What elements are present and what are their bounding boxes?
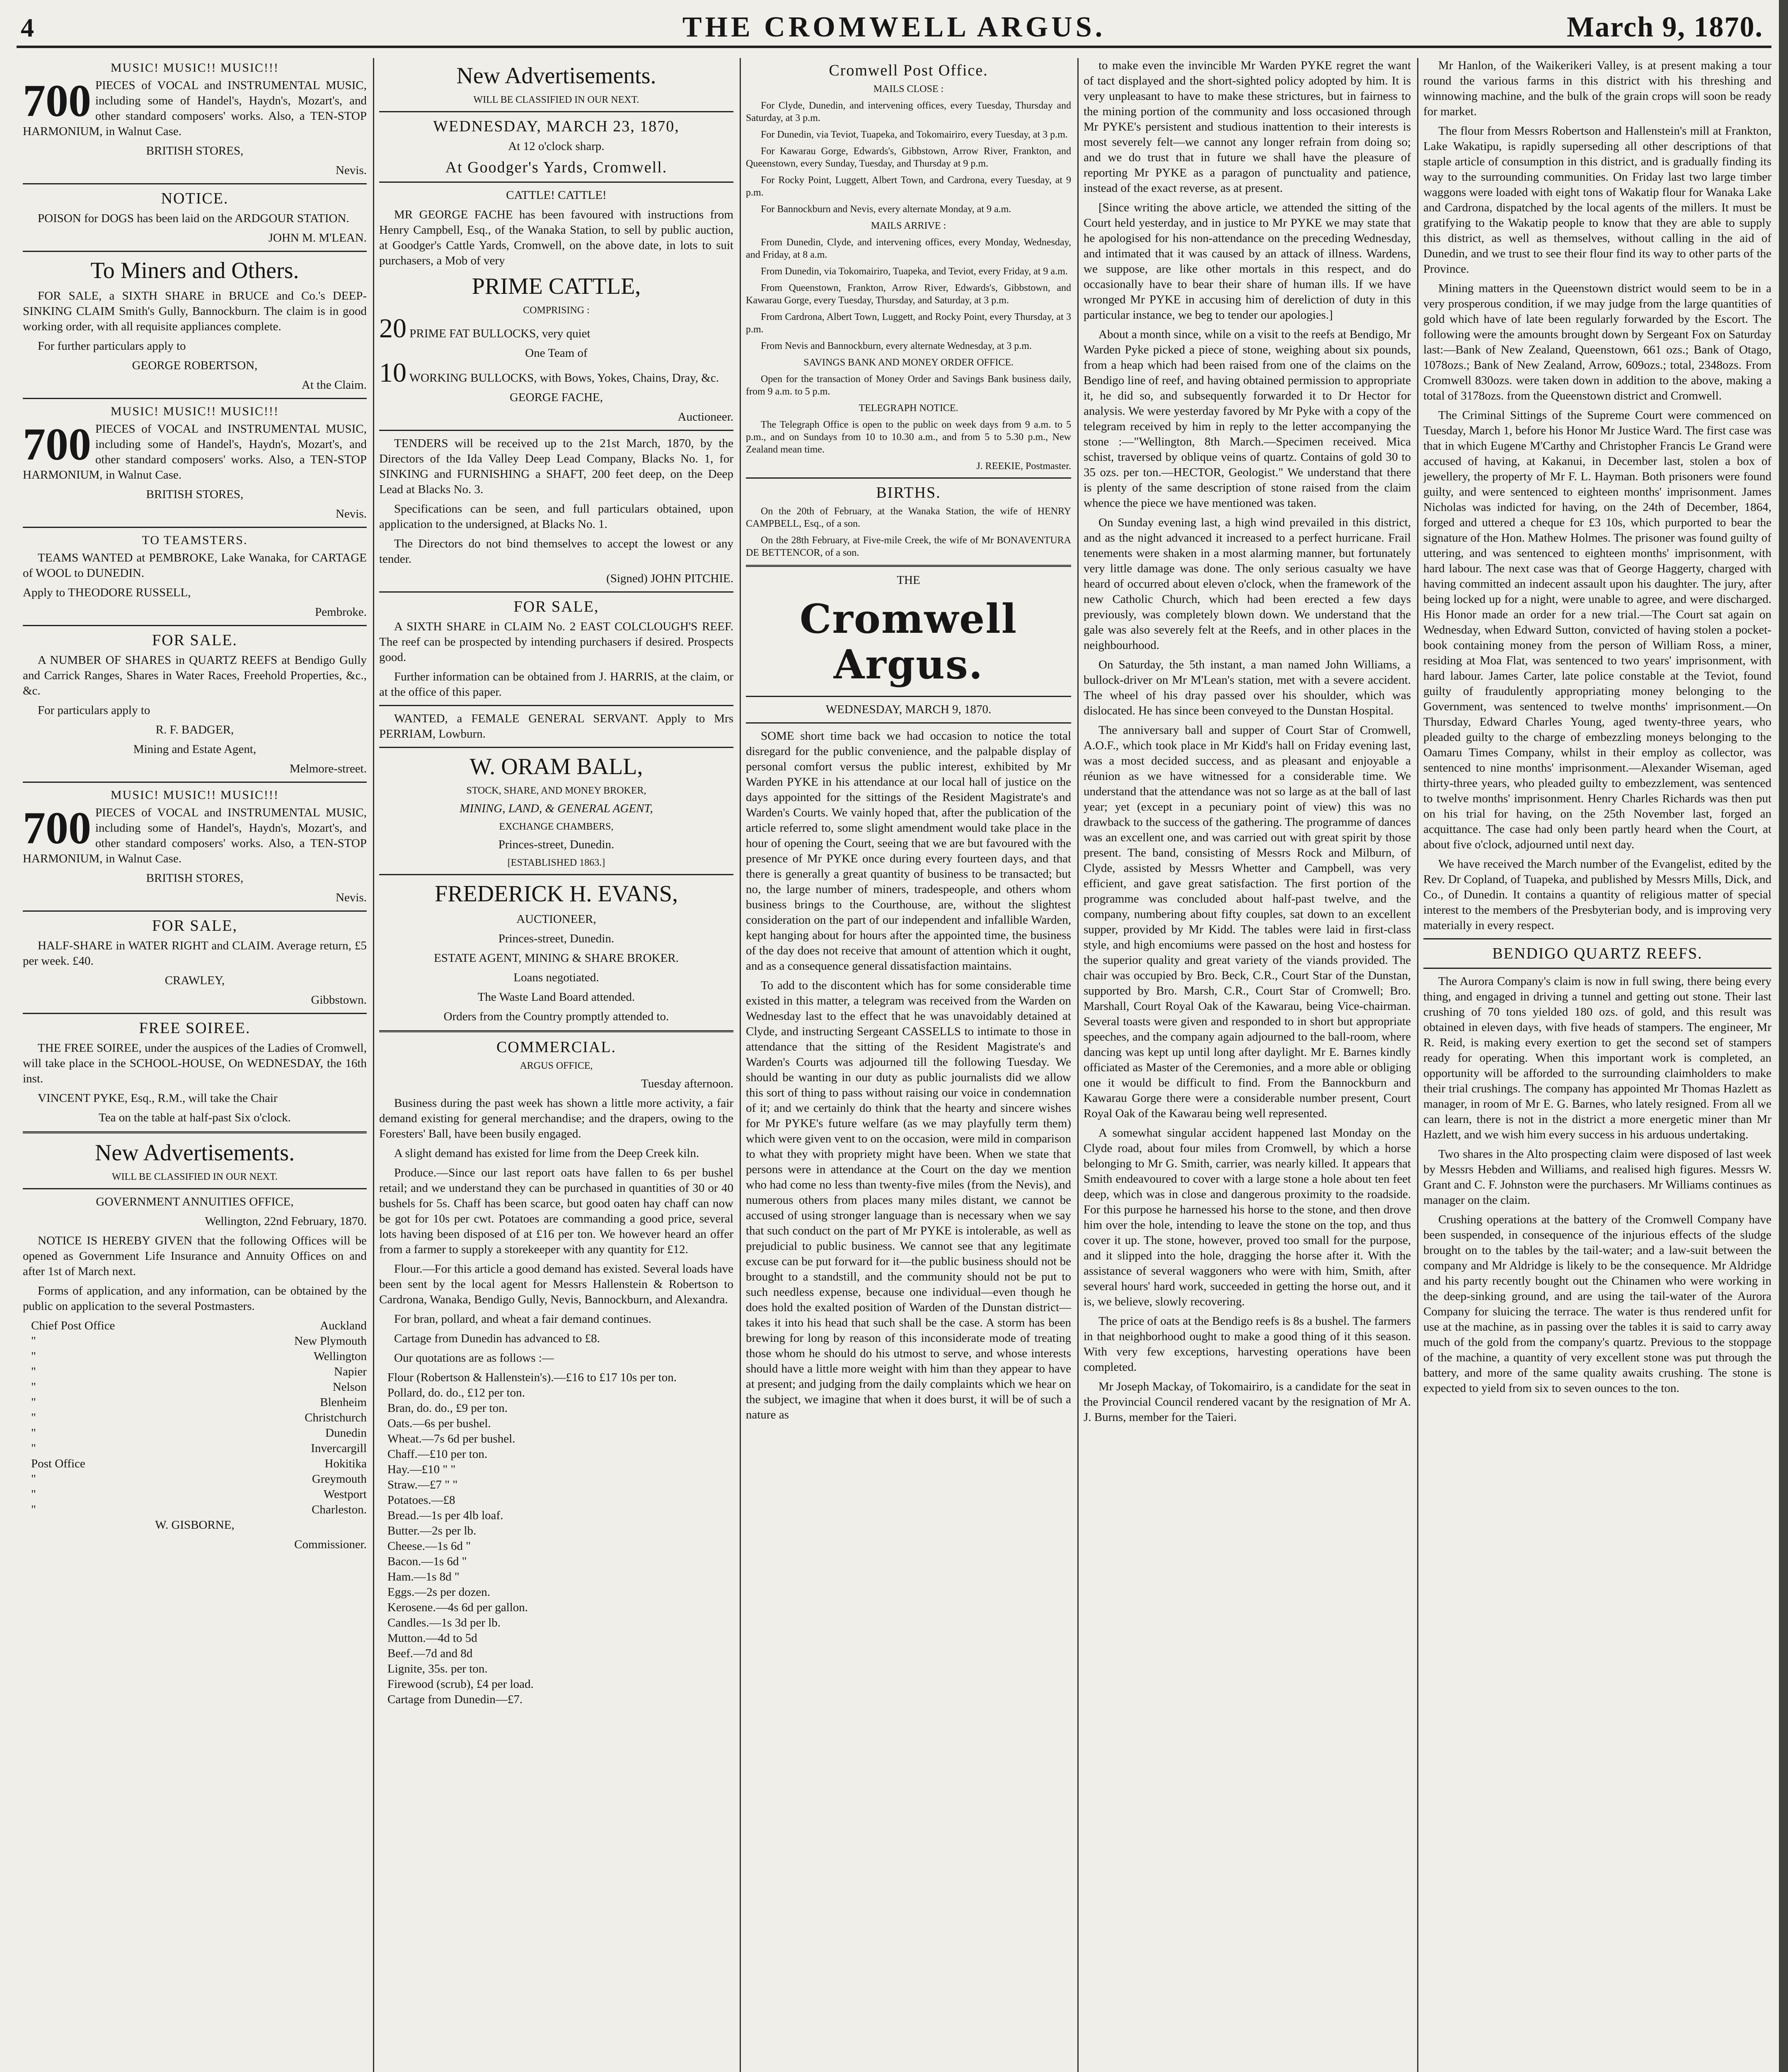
list-item: Pollard, do. do., £12 per ton. <box>387 1386 525 1399</box>
list-item: " Christchurch <box>31 1411 367 1424</box>
ad-text: PIECES of VOCAL and INSTRUMENTAL MUSIC, including some of Handel's, Haydn's, Mozart's, and other standard composers' works. Also, a TEN-STOP HARMONIUM, in Walnut Case. <box>23 422 367 482</box>
lot-text: WORKING BULLOCKS, with Bows, Yokes, Chains, Dray, &c. <box>409 371 719 385</box>
ad-text: For particulars apply to <box>38 704 150 717</box>
ad-text: MR GEORGE FACHE has been favoured with instructions from Henry Campbell, Esq., of the Wanaka Station, to sell by public auction, at Goodger's Cattle Yards, Cromwell, on the above date, in lots to suit purchasers, a Mob of very <box>379 208 733 267</box>
section-heading: Cromwell Post Office. <box>829 62 988 79</box>
article-paragraph: Business during the past week has shown a little more activity, a fair demand existing for general merchandise; and the drapers, owing to the Foresters' Ball, have been busily engaged. <box>379 1097 733 1140</box>
ad-text: Open for the transaction of Money Order and Savings Bank business daily, from 9 a.m. to 5 p.m. <box>746 374 1071 397</box>
ad-text: [ESTABLISHED 1863.] <box>507 857 605 868</box>
ad-text: Tuesday afternoon. <box>641 1077 733 1090</box>
list-item: From Nevis and Bannockburn, every alternate Wednesday, at 3 p.m. <box>761 341 1032 351</box>
article-paragraph: to make even the invincible Mr Warden PYKE regret the want of tact displayed and the short-sighted policy adopted by him. It is very unpleasant to have to make these strictures, but in fairness to the mining portion of the community and loss occasioned through Mr PYKE's persistent and studious inattention to their interests is most severely felt—we cannot any longer refrain from doing so; and we do trust that in future we shall have the pleasure of reporting Mr PYKE as a paragon of punctuality and patience, instead of the exact reverse, as at present. <box>1084 59 1411 195</box>
list-item: For Kawarau Gorge, Edwards's, Gibbstown, Arrow River, Frankton, and Queenstown, every Sunday, Tuesday, and Thursday at 9 p.m. <box>746 146 1071 169</box>
article-paragraph: SOME short time back we had occasion to notice the total disregard for the public convenience, and the palpable display of personal comfort versus the public interest, exhibited by Mr Warden PYKE in his attendance at our local hall of justice on the days appointed for the sittings of the Resident Magistrate's and Warden's Courts. We vainly hoped that, after the publication of the article referred to, some slight amendment would take place in the hour of opening the Court, seeing that we are but favoured with the presence of Mr PYKE once during every fourteen days, and that there is generally a great quantity of business to be transacted; but no, the large number of miners, tradespeople, and others whom business brings to the Courthouse, are, without the slightest consideration on the part of our independent and infallible Warden, kept hanging about for hours after the appointed time, the business of the day does not receive that amount of attention which it ought, and as a consequence general dissatisfaction maintains. <box>746 729 1071 973</box>
ad-signature: Mining and Estate Agent, <box>133 743 256 756</box>
article-paragraph: The flour from Messrs Robertson and Hallenstein's mill at Frankton, Lake Wakatipu, is rapidly superseding all other descriptions of that staple article of consumption in this district, and is gradually finding its way to the surrounding communities. On Friday last two large timber waggons were loaded with eight tons of Wakatip flour for Wanaka Lake and Cardrona, dispatched by the local agents of the millers. It must be gratifying to the Wakatip people to know that they are able to supply this district, as well as themselves, without calling in the aid of Dunedin, and we trust to see their flour find its way to other parts of the Province. <box>1423 124 1771 276</box>
ad-heading: W. ORAM BALL, <box>469 754 643 779</box>
article-paragraph: On Sunday evening last, a high wind prevailed in this district, and as the night advanced it increased to a perfect hurricane. Frail tenements were shaken in a most alarming manner, but fortunately very little damage was done. The only serious casualty we have heard of occurred about eleven o'clock, when the framework of the new Catholic Church, which had been erected a few days previously, was completely blown down. We understand that the gale was also severely felt at the Reefs, and in other places in the neighbourhood. <box>1084 516 1411 652</box>
article-paragraph: We have received the March number of the Evangelist, edited by the Rev. Dr Copland, of Tuapeka, and published by Messrs Mills, Dick, and Co., of Dunedin. It contains a quantity of religious matter of special interest to the members of the Presbyterian body, and is improving very materially in every respect. <box>1423 857 1771 932</box>
article-paragraph: Our quotations are as follows :— <box>394 1351 554 1365</box>
ad-text: Specifications can be seen, and full particulars obtained, upon application to the undersigned, at Blacks No. 1. <box>379 502 733 531</box>
ad-signature: Auctioneer. <box>677 410 733 424</box>
article-paragraph: To add to the discontent which has for some considerable time existed in this matter, a telegram was received from the Warden on Wednesday last to the effect that he was unavoidably detained at Clyde, and instructing Sergeant CASSELLS to intimate to those in attendance that the sitting of the Resident Magistrate's and Warden's Courts was adjourned till the following Tuesday. We should be wanting in our duty as public journalists did we allow this sort of thing to pass without raising our voice in condemnation of it; and we certainly do think that the hearty and sincere wishes for Mr PYKE's future welfare (as we may playfully term them) which were given vent to on the occasion, were mild in comparison to what they with propriety might have been. When we state that persons were in attendance at the Court on the day we mention who had come no less than twenty-five miles (from the Nevis), and numerous others from places many miles distant, we cannot be accused of using stronger language than is necessary when we say that such conduct on the part of Mr PYKE is intolerable, as well as prejudicial to public business. We cannot see that any legitimate excuse can be put forward for it—the public business should not be brought to a standstill, and the community should not be put to such needless expense, because one individual—even though he does hold the exalted position of Warden of the Dunstan district—takes it into his head that such shall be the case. A storm has been brewing for long by reason of this inconsiderate mode of treating those whom he should do his utmost to serve, and whose interests should have a little more weight with him than they appear to have at present; and judging from the daily complaints which we hear on the subject, we imagine that when it does burst, it will be of such a nature as <box>746 979 1071 1421</box>
ad-signature: W. GISBORNE, <box>155 1518 235 1532</box>
ad-heading: FOR SALE, <box>152 917 237 934</box>
article-paragraph: Mining matters in the Queenstown district would seem to be in a very prosperous condition, if we may judge from the large quantities of gold which have of late been regularly forwarded by the Escort. The following were the amounts brought down by Sergeant Fox on Saturday last:—Bank of New Zealand, Queenstown, 661 ozs.; Bank of Otago, 1078ozs.; Bank of New Zealand, Arrow, 609ozs.; total, 2348ozs. From Cromwell 830ozs. were taken down in addition to the above, making a total of 3178ozs. from the Queenstown district and Cromwell. <box>1423 282 1771 402</box>
ad-signature: Nevis. <box>336 891 367 904</box>
ad-signature: (Signed) JOHN PITCHIE. <box>606 572 733 585</box>
ad-text: TENDERS will be received up to the 21st March, 1870, by the Directors of the Ida Valley Deep Lead Company, Blacks No. 1, for SINKING and FURNISHING a SHAFT, 200 feet deep, on the Deep Lead at Blacks No. 3. <box>379 437 733 496</box>
article-paragraph: On Saturday, the 5th instant, a man named John Williams, a bullock-driver on Mr M'Lean's station, met with a severe accident. The wheel of his dray passed over his shoulder, which was dislocated. He has since been conveyed to the Dunstan Hospital. <box>1084 658 1411 717</box>
ad-text: A SIXTH SHARE in CLAIM No. 2 EAST COLCLOUGH'S REEF. The reef can be prospected by intending purchasers if desired. Prospects good. <box>379 620 733 664</box>
list-item: Kerosene.—4s 6d per gallon. <box>387 1601 528 1614</box>
article-paragraph: The anniversary ball and supper of Court Star of Cromwell, A.O.F., which took place in Mr Kidd's hall on Friday evening last, was a most decided success, and as pleasant and enjoyable a réunion as we have witnessed for a considerable time. We understand that the attendance was not so large as at the ball of last year; yet (except in a pecuniary point of view) this was no drawback to the success of the gathering. The programme of dances was an excellent one, and was carried out with great spirit by those present. The band, consisting of Messrs Rock and Milburn, of Clyde, assisted by Messrs Whetter and Campbell, was very efficient, and gave great satisfaction. The first portion of the programme was concluded about half-past twelve, and the company, numbering about fifty couples, sat down to an excellent supper, provided by Mr Kidd. The tables were laid in first-class style, and high encomiums were passed on the host and hostess for the superior quality and great variety of the viands provided. The chair was occupied by Bro. Beck, C.R., Court Star of the Dunstan, supported by Bro. Marsh, C.R., Court Star of Cromwell; Bro. Marshall, Court Royal Oak of the Kawarau, being Vice-chairman. Several toasts were given and responded to in short but appropriate speeches, and the company again adjourned to the ball-room, where dancing was kept up until long after daylight. Mr E. Barnes kindly officiated as Master of the Ceremonies, and a more able or obliging one it would be difficult to find. From the Bannockburn and Kawarau Gorge there were a considerable number present, Court Royal Oak of the Kawarau being well represented. <box>1084 724 1411 1120</box>
article-paragraph: The price of oats at the Bendigo reefs is 8s a bushel. The farmers in that neighborhood ought to make a good thing of it this season. With very few exceptions, harvesting operations have been completed. <box>1084 1314 1411 1374</box>
list-item: Potatoes.—£8 <box>387 1493 455 1507</box>
list-item: " Westport <box>31 1488 367 1501</box>
article-paragraph: For bran, pollard, and wheat a fair demand continues. <box>394 1312 651 1326</box>
list-item: " New Plymouth <box>31 1334 367 1348</box>
ad-text: ESTATE AGENT, MINING & SHARE BROKER. <box>434 951 679 965</box>
section-heading: BENDIGO QUARTZ REEFS. <box>1492 945 1703 962</box>
ad-signature: Melmore-street. <box>289 762 367 775</box>
article-paragraph: A somewhat singular accident happened last Monday on the Clyde road, about four miles from Cromwell, by which a horse belonging to Mr G. Smith, carrier, was nearly killed. It appears that Smith endeavoured to cover with a large stone a hole about ten feet deep, which was in close and dangerous proximity to the roadside. For this purpose he harnessed his horse to the stone, and then drove him over the hole, intending to leave the stone on the top, and thus cover it up. The stone, however, proved too small for the purpose, and it slipped into the hole, dragging the horse after it. With the assistance of several waggoners who were with him, Smith, after several hours' hard work, succeeded in getting the horse out, and it is, we believe, slowly recovering. <box>1084 1126 1411 1308</box>
list-item: From Dunedin, Clyde, and intervening offices, every Monday, Wednesday, and Friday, at 8 a.m. <box>746 237 1071 260</box>
list-item: For Rocky Point, Luggett, Albert Town, and Cardrona, every Tuesday, at 9 p.m. <box>746 175 1071 198</box>
ad-signature: GEORGE ROBERTSON, <box>132 359 258 372</box>
section-subheading: MAILS CLOSE : <box>873 84 944 94</box>
issue-date: March 9, 1870. <box>1567 11 1763 43</box>
masthead-title: Cromwell Argus. <box>799 595 1018 688</box>
ad-text: FOR SALE, a SIXTH SHARE in BRUCE and Co.'s DEEP-SINKING CLAIM Smith's Gully, Bannockburn. The claim is in good working order, with all requisite appliances complete. <box>23 289 367 333</box>
ad-text: POISON for DOGS has been laid on the ARDGOUR STATION. <box>38 212 349 225</box>
section-subheading: MAILS ARRIVE : <box>871 220 946 231</box>
ad-heading: To Miners and Others. <box>90 258 299 283</box>
auction-venue: At Goodger's Yards, Cromwell. <box>445 159 668 176</box>
ad-signature: BRITISH STORES, <box>146 871 244 885</box>
ad-heading: PRIME CATTLE, <box>472 274 641 299</box>
list-item: " Greymouth <box>31 1472 367 1486</box>
column-3 <box>746 58 1071 2072</box>
article-paragraph: Two shares in the Alto prospecting claim were disposed of last week by Messrs Hebden and Williams, and realised high figures. Messrs W. Grant and C. F. Johnston were the purchasers. Mr Williams continues as manager on the claim. <box>1423 1147 1771 1207</box>
lot-text: One Team of <box>525 346 588 360</box>
list-item: For Clyde, Dunedin, and intervening offices, every Tuesday, Thursday and Saturday, at 3 p.m. <box>746 100 1071 123</box>
list-item: " Blenheim <box>31 1396 367 1409</box>
page-header <box>17 8 1771 48</box>
section-subheading: WILL BE CLASSIFIED IN OUR NEXT. <box>473 94 639 105</box>
ad-text: Loans negotiated. <box>513 971 599 984</box>
list-item: Butter.—2s per lb. <box>387 1524 477 1537</box>
ad-signature: BRITISH STORES, <box>146 488 244 501</box>
list-item: Chaff.—£10 per ton. <box>387 1447 488 1461</box>
ad-text: The Telegraph Office is open to the public on week days from 9 a.m. to 5 p.m., and on Sundays from 10 to 10.30 a.m., and from 5 to 5.30 p.m., New Zealand mean time. <box>746 419 1071 455</box>
ad-heading: GOVERNMENT ANNUITIES OFFICE, <box>96 1195 294 1208</box>
column-1 <box>23 58 367 2072</box>
ad-text: Apply to THEODORE RUSSELL, <box>23 586 191 599</box>
column-rule <box>1077 58 1079 2072</box>
ad-text: TEAMS WANTED at PEMBROKE, Lake Wanaka, for CARTAGE of WOOL to DUNEDIN. <box>23 551 367 580</box>
ad-date: Wellington, 22nd February, 1870. <box>205 1215 367 1228</box>
section-heading: BIRTHS. <box>876 484 941 501</box>
ad-signature: At the Claim. <box>301 378 367 392</box>
birth-notice: On the 28th February, at Five-mile Creek, the wife of Mr BONAVENTURA DE BETTENCOR, of a son. <box>746 535 1071 558</box>
ad-heading: MUSIC! MUSIC!! MUSIC!!! <box>110 61 279 75</box>
ad-signature: J. REEKIE, Postmaster. <box>976 461 1071 472</box>
article-paragraph: Flour.—For this article a good demand has existed. Several loads have been sent by the local agent for Messrs Hallenstein & Robertson to Cardrona, Wanaka, Bendigo Gully, Nevis, Bannockburn, and Alexandra. <box>379 1262 733 1306</box>
list-item: " Wellington <box>31 1350 367 1363</box>
list-item: " Invercargill <box>31 1442 367 1455</box>
ad-text: Tea on the table at half-past Six o'clock. <box>99 1111 291 1124</box>
list-item: From Dunedin, via Tokomairiro, Tuapeka, and Teviot, every Friday, at 9 a.m. <box>761 266 1068 277</box>
list-item: Mutton.—4d to 5d <box>387 1631 477 1645</box>
column-5 <box>1423 58 1771 2072</box>
list-item: Straw.—£7 " " <box>387 1478 458 1491</box>
article-paragraph: The Aurora Company's claim is now in full swing, there being every thing, and engaged in driving a tunnel and getting out stone. Their last crushing of 70 tons yielded 180 ozs. of gold, and this result was obtained in eleven days, with five heads of stampers. The engineer, Mr R. Reid, is making every exertion to get the second set of stampers ready for operating. When this important work is completed, an opportunity will be afforded to the surrounding claimholders to make their trial crushings. The company has appointed Mr Thomas Hazlett as manager, in room of Mr E. G. Barnes, who lately resigned. From all we can learn, there is not in the district a more energetic miner than Mr Hazlett, and we wish him every success in his arduous undertaking. <box>1423 975 1771 1141</box>
ad-text: AUCTIONEER, <box>516 913 596 926</box>
ad-heading: CATTLE! CATTLE! <box>506 189 607 202</box>
auction-time: At 12 o'clock sharp. <box>508 140 605 153</box>
ad-signature: GEORGE FACHE, <box>509 391 603 404</box>
offices-list <box>23 1318 367 1518</box>
list-item: From Queenstown, Frankton, Arrow River, Edwards's, Gibbstown, and Kawarau Gorge, every Tuesday, Thursday, and Saturday, at 3 p.m. <box>746 283 1071 306</box>
ad-text: Princes-street, Dunedin. <box>498 838 615 851</box>
ad-text: Princes-street, Dunedin. <box>498 932 615 945</box>
section-subheading: WILL BE CLASSIFIED IN OUR NEXT. <box>112 1172 278 1182</box>
column-rule <box>740 58 741 2072</box>
ad-heading: FREDERICK H. EVANS, <box>434 881 678 907</box>
section-heading: New Advertisements. <box>94 1140 295 1166</box>
list-item: Eggs.—2s per dozen. <box>387 1585 491 1599</box>
article-paragraph: Cartage from Dunedin has advanced to £8. <box>394 1332 600 1345</box>
article-paragraph: Produce.—Since our last report oats have fallen to 6s per bushel retail; and we understand they can be purchased in quantities of 30 or 40 bushels for 5s. Chaff has been scarce, but good oaten hay chaff can now be got for 10s per cwt. Potatoes are commanding a good price, several lots having been disposed of at £16 per ton. We however heard an offer from a farmer to supply a storekeeper with any quantity for £12. <box>379 1166 733 1256</box>
birth-notice: On the 20th of February, at the Wanaka Station, the wife of HENRY CAMPBELL, Esq., of a son. <box>746 506 1071 529</box>
masthead-date: WEDNESDAY, MARCH 9, 1870. <box>825 703 992 716</box>
ad-text: STOCK, SHARE, AND MONEY BROKER, <box>466 785 646 796</box>
ad-heading: FOR SALE, <box>513 598 599 615</box>
article-paragraph: The Criminal Sittings of the Supreme Court were commenced on Tuesday, March 1, before his Honor Mr Justice Ward. The first case was that in which Eugene M'Carthy and Christopher Francis Le Grand were accused of having, at Kakanui, in December last, stolen a box of jewellery, the property of Mr F. L. Hayman. Both prisoners were found guilty, and were sentenced to eighteen months' imprisonment. James Nicholas was indicted for having, on the 24th of December, 1864, forged and uttered a cheque for £3 10s, which purported to bear the signature of the Hon. Mathew Holmes. The prisoner was found guilty of uttering, and was sentenced to eighteen months' imprisonment, with hard labour. The next case was that of George Haggerty, charged with having committed an indecent assault upon his daughter. The jury, after being locked up for a night, were unable to agree, and were discharged. His Honor made an order for a new trial.—The Court sat again on Wednesday, when Edward Sutton, convicted of having stolen a pocket-book containing money from the person of William Ross, a miner, residing at Moa Flat, was sentenced to two years' imprisonment, with hard labour. James Carter, late police constable at the Teviot, found guilty of fraudulently appropriating money belonging to the Government, was sentenced to twelve months' imprisonment.—On Thursday, Edward Charles Young, aged twenty-three years, who pleaded guilty to the charge of embezzling moneys belonging to the Oamaru Times Company, whilst in their employ as collector, was sentenced to nine months' imprisonment.—Alexander Wiseman, aged thirty-three years, who pleaded guilty to embezzlement, was sentenced to twelve months' imprisonment. Henry Charles Richards was then put on his trial for having, on the 25th November last, forged an acquittance. The case had only been partly heard when the Court, at about five o'clock, adjourned until next day. <box>1423 409 1771 851</box>
section-heading: COMMERCIAL. <box>496 1038 617 1056</box>
list-item: Ham.—1s 8d " <box>387 1570 460 1583</box>
list-item: Post Office Hokitika <box>31 1457 367 1470</box>
list-item: For Dunedin, via Teviot, Tuapeka, and Tokomairiro, every Tuesday, at 3 p.m. <box>761 129 1068 140</box>
column-4 <box>1084 58 1411 2072</box>
ad-text: For further particulars apply to <box>38 339 186 353</box>
ad-text: VINCENT PYKE, Esq., R.M., will take the Chair <box>38 1092 278 1105</box>
ad-heading: FOR SALE. <box>152 632 237 649</box>
list-item: Wheat.—7s 6d per bushel. <box>387 1432 515 1445</box>
ad-text: A NUMBER OF SHARES in QUARTZ REEFS at Bendigo Gully and Carrick Ranges, Shares in Water Races, Freehold Properties, &c., &c. <box>23 654 367 697</box>
ad-text: WANTED, a FEMALE GENERAL SERVANT. Apply to Mrs PERRIAM, Lowburn. <box>379 712 733 741</box>
list-item: " Napier <box>31 1365 367 1378</box>
ad-heading: MUSIC! MUSIC!! MUSIC!!! <box>110 788 279 802</box>
list-item: " Charleston. <box>31 1503 367 1516</box>
article-paragraph: A slight demand has existed for lime from the Deep Creek kiln. <box>394 1147 699 1160</box>
ad-signature: CRAWLEY, <box>165 974 225 987</box>
list-item: Cheese.—1s 6d " <box>387 1539 471 1553</box>
list-item: Cartage from Dunedin—£7. <box>387 1693 523 1706</box>
article-paragraph: [Since writing the above article, we attended the sitting of the Court held yesterday, and in justice to Mr PYKE we may state that he apologised for his non-attendance on the preceding Wednesday, and intimated that it was caused by an attack of illness. Wardens, we suppose, are like other mortals in this respect, and do occasionally have to bear their share of human ills. If we have wronged Mr PYKE in accusing him of dereliction of duty in this particular instance, we beg to tender our apologies.] <box>1084 201 1411 322</box>
list-item: Candles.—1s 3d per lb. <box>387 1616 501 1629</box>
ad-text: HALF-SHARE in WATER RIGHT and CLAIM. Average return, £5 per week. £40. <box>23 939 367 968</box>
ad-text: Forms of application, and any information, can be obtained by the public on application to the several Postmasters. <box>23 1284 367 1313</box>
article-paragraph: Mr Joseph Mackay, of Tokomairiro, is a candidate for the seat in the Provincial Council rendered vacant by the resignation of Mr A. J. Burns, member for the Taieri. <box>1084 1380 1411 1424</box>
list-item: Lignite, 35s. per ton. <box>387 1662 488 1675</box>
ad-text: The Directors do not bind themselves to accept the lowest or any tender. <box>379 537 733 566</box>
ad-text: PIECES of VOCAL and INSTRUMENTAL MUSIC, including some of Handel's, Haydn's, Mozart's, and other standard composers' works. Also, a TEN-STOP HARMONIUM, in Walnut Case. <box>23 806 367 865</box>
ad-text: THE FREE SOIREE, under the auspices of the Ladies of Cromwell, will take place in the SCHOOL-HOUSE, On WEDNESDAY, the 16th inst. <box>23 1041 367 1085</box>
list-item: Firewood (scrub), £4 per load. <box>387 1677 534 1691</box>
section-heading: New Advertisements. <box>456 63 656 89</box>
ad-signature: Commissioner. <box>294 1538 367 1551</box>
ad-text: ARGUS OFFICE, <box>520 1060 593 1071</box>
ad-heading: MUSIC! MUSIC!! MUSIC!!! <box>110 404 279 418</box>
ad-heading: FREE SOIREE. <box>139 1019 251 1037</box>
article-paragraph: About a month since, while on a visit to the reefs at Bendigo, Mr Warden Pyke picked a piece of stone, weighing about six pounds, from a heap which had been raised from one of the claims on the Bendigo line of reef, and having obtained permission to appropriate it, he did so, and subsequently forwarded it to Dr Hector for analysis. We were yesterday favored by Mr Pyke with a copy of the telegram received by him in reply to the letter accompanying the stone :—"Wellington, 8th March.—Specimen received. Mica schist, traversed by oblique veins of quartz. Contains of gold 30 to 35 ozs. per ton.—HECTOR, Geologist." We understand that there is plenty of the same description of stone raised from the claim whence the piece we have mentioned was taken. <box>1084 328 1411 510</box>
list-item: Bacon.—1s 6d " <box>387 1555 467 1568</box>
section-subheading: TELEGRAPH NOTICE. <box>859 403 958 414</box>
binding-edge <box>1779 0 1788 2072</box>
section-subheading: SAVINGS BANK AND MONEY ORDER OFFICE. <box>803 357 1014 368</box>
ad-signature: Pembroke. <box>315 605 367 619</box>
ad-signature: Nevis. <box>336 507 367 520</box>
list-item: Beef.—7d and 8d <box>387 1647 473 1660</box>
list-item: Bran, do. do., £9 per ton. <box>387 1402 508 1415</box>
lot-number: 20 <box>379 313 406 344</box>
list-item: " Dunedin <box>31 1426 367 1440</box>
ad-signature: R. F. BADGER, <box>155 723 234 736</box>
lot-number: 10 <box>379 358 406 388</box>
ad-text: EXCHANGE CHAMBERS, <box>499 821 614 832</box>
ad-text: The Waste Land Board attended. <box>477 990 635 1004</box>
ad-number: 700 <box>23 419 91 470</box>
list-item: For Bannockburn and Nevis, every alternate Monday, at 9 a.m. <box>761 204 1011 215</box>
ad-text: Further information can be obtained from J. HARRIS, at the claim, or at the office of this paper. <box>379 670 733 699</box>
list-item: Flour (Robertson & Hallenstein's).—£16 to £17 10s per ton. <box>387 1371 677 1384</box>
page-number: 4 <box>21 13 34 42</box>
article-paragraph: Mr Hanlon, of the Waikerikeri Valley, is at present making a tour round the various farms in this district with his threshing and winnowing machine, and the bulk of the grain crops will soon be ready for market. <box>1423 59 1771 118</box>
column-rule <box>373 58 374 2072</box>
list-item: " Nelson <box>31 1380 367 1394</box>
article-paragraph: Crushing operations at the battery of the Cromwell Company have been suspended, in consequence of the injurious effects of the sludge brought on to the tables by the tail-water; and a law-suit between the company and Mr Aldridge is likely to be the consequence. Mr Aldridge and his party recently bought out the Chinamen who were working in the deep-sinking ground, and are using the tail-water of the Aurora Company for sluicing the terrace. The water is thus rendered unfit for use at the machine, as in passing over the tables it is said to carry away much of the gold from the company's quartz. Previous to the stoppage of the machine, a quantity of very excellent stone was put through the battery, and more of the same quality awaits crushing. The stone is expected to yield from six to seven ounces to the ton. <box>1423 1213 1771 1395</box>
ad-number: 700 <box>23 75 91 126</box>
ad-number: 700 <box>23 803 91 853</box>
auction-date: WEDNESDAY, MARCH 23, 1870, <box>433 118 680 135</box>
price-list <box>379 1370 733 1707</box>
list-item: Hay.—£10 " " <box>387 1463 456 1476</box>
list-item: Bread.—1s per 4lb loaf. <box>387 1509 503 1522</box>
ad-text: Orders from the Country promptly attended to. <box>443 1010 669 1023</box>
ad-signature: Nevis. <box>336 164 367 177</box>
list-item: Chief Post Office Auckland <box>31 1319 367 1332</box>
ad-text: COMPRISING : <box>523 305 590 316</box>
column-rule <box>1417 58 1418 2072</box>
ad-text: MINING, LAND, & GENERAL AGENT, <box>460 802 653 815</box>
ad-heading: NOTICE. <box>161 190 229 207</box>
ad-text: NOTICE IS HEREBY GIVEN that the following Offices will be opened as Government Life Insurance and Annuity Offices on and after 1st of March next. <box>23 1234 367 1278</box>
list-item: Oats.—6s per bushel. <box>387 1417 491 1430</box>
paper-title: THE CROMWELL ARGUS. <box>682 11 1106 43</box>
ad-signature: JOHN M. M'LEAN. <box>268 231 367 244</box>
column-2 <box>379 58 733 2072</box>
list-item: From Cardrona, Albert Town, Luggett, and Rocky Point, every Thursday, at 3 p.m. <box>746 312 1071 335</box>
ad-signature: BRITISH STORES, <box>146 144 244 157</box>
lot-text: PRIME FAT BULLOCKS, very quiet <box>409 327 590 340</box>
ad-heading: TO TEAMSTERS. <box>142 533 248 547</box>
ad-signature: Gibbstown. <box>311 993 367 1007</box>
ad-text: PIECES of VOCAL and INSTRUMENTAL MUSIC, including some of Handel's, Haydn's, Mozart's, and other standard composers' works. Also, a TEN-STOP HARMONIUM, in Walnut Case. <box>23 79 367 138</box>
masthead-the: THE <box>897 574 920 587</box>
